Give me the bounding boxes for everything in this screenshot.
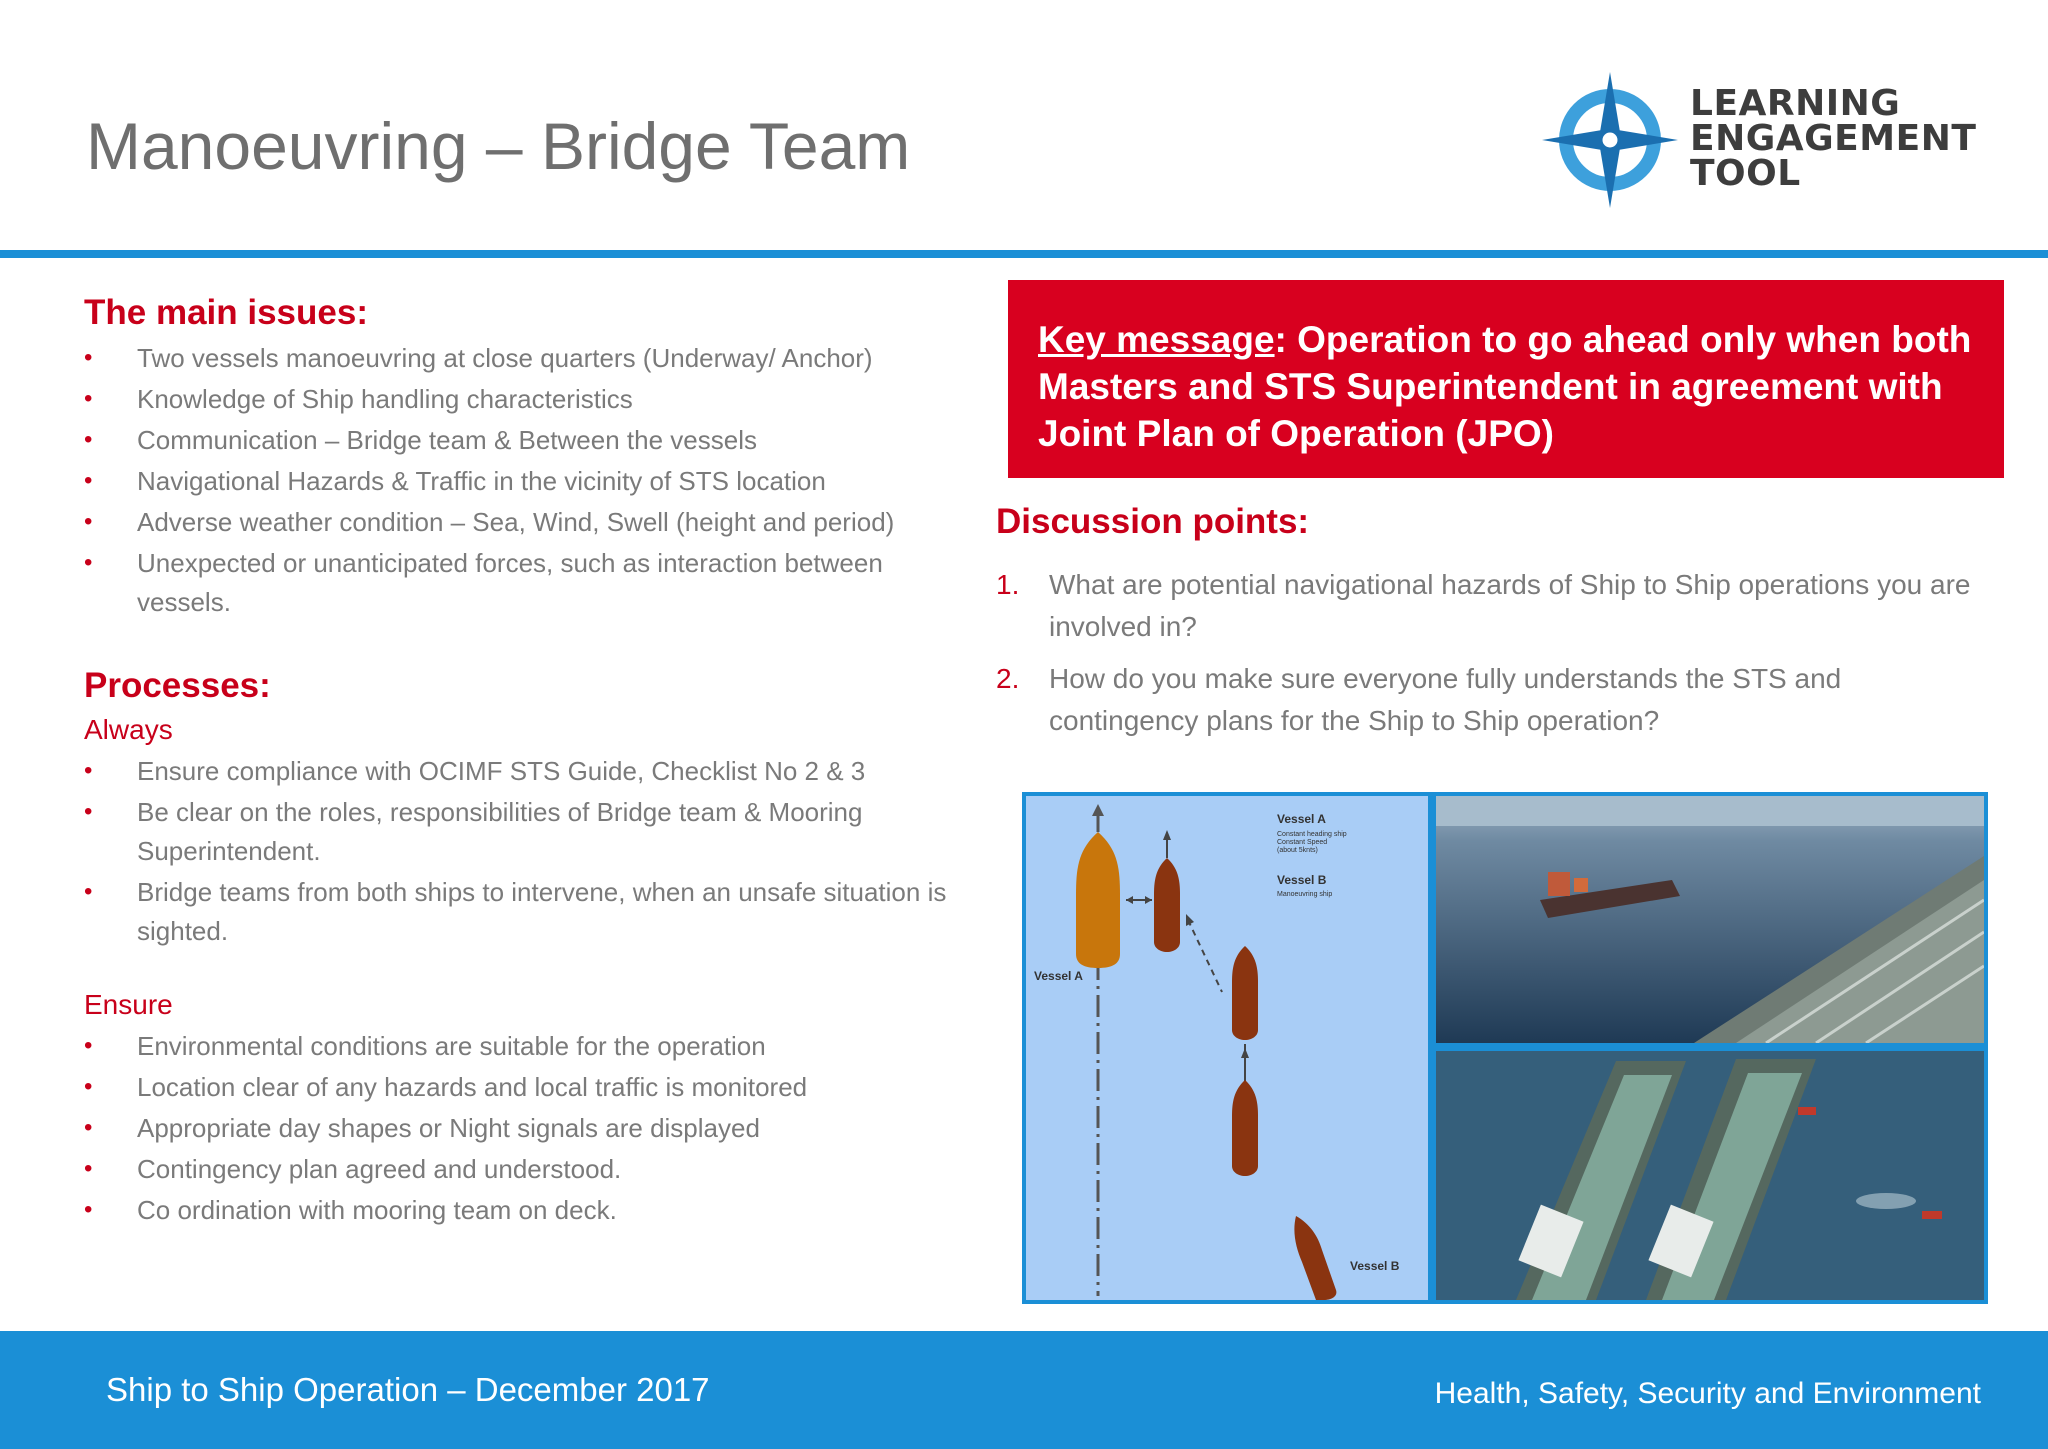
footer-right-text: Health, Safety, Security and Environment xyxy=(1434,1377,1981,1410)
legend-b-line: Manoeuvring ship xyxy=(1277,891,1333,898)
learning-engagement-tool-logo xyxy=(1540,70,1980,210)
discussion-item xyxy=(996,658,1976,742)
logo-line-3: TOOL xyxy=(1690,153,1801,194)
always-list xyxy=(84,752,984,951)
logo-line-1: LEARNING xyxy=(1690,83,1901,124)
processes-heading: Processes: xyxy=(84,666,271,705)
vessel-b-label: Vessel B xyxy=(1350,1259,1400,1273)
list-item: • Ensure compliance with OCIMF STS Guide, Checklist No 2 & 3 xyxy=(84,752,984,791)
ensure-list xyxy=(84,1027,984,1230)
vessel-b-shape xyxy=(1154,858,1180,952)
list-item: • Knowledge of Ship handling characteristics xyxy=(84,380,984,419)
discussion-text: What are potential navigational hazards of Ship to Ship operations you are involved in? xyxy=(1049,569,1971,642)
list-item: • Bridge teams from both ships to intervene, when an unsafe situation is sighted. xyxy=(84,873,984,951)
list-item: • Be clear on the roles, responsibilities of Bridge team & Mooring Superintendent. xyxy=(84,793,904,871)
discussion-list xyxy=(996,564,1976,742)
logo-text xyxy=(1690,83,1977,194)
tankers-alongside-photo xyxy=(1436,1051,1984,1300)
compass-icon xyxy=(1540,70,1680,210)
main-issues-heading: The main issues: xyxy=(84,293,368,332)
list-item: • Co ordination with mooring team on deck. xyxy=(84,1191,984,1230)
legend-b-title: Vessel B xyxy=(1277,873,1327,887)
list-item: • Two vessels manoeuvring at close quarters (Underway/ Anchor) xyxy=(84,339,984,378)
sts-figure xyxy=(1022,792,1988,1304)
always-subheading: Always xyxy=(84,714,173,745)
vessel-a-label: Vessel A xyxy=(1034,969,1083,983)
discussion-text: How do you make sure everyone fully understands the STS and contingency plans for the Ship to Ship operation? xyxy=(1049,663,1842,736)
list-item: • Location clear of any hazards and local traffic is monitored xyxy=(84,1068,984,1107)
key-message-box xyxy=(1008,280,2004,478)
footer xyxy=(0,1331,2048,1449)
tanker-approach-photo xyxy=(1436,796,1984,1043)
logo-line-2: ENGAGEMENT xyxy=(1690,118,1977,159)
legend-a-title: Vessel A xyxy=(1277,812,1326,826)
list-item: • Adverse weather condition – Sea, Wind, Swell (height and period) xyxy=(84,503,984,542)
discussion-number: 2. xyxy=(996,663,1020,694)
list-item: • Appropriate day shapes or Night signals are displayed xyxy=(84,1109,984,1148)
discussion-number: 1. xyxy=(996,569,1020,600)
footer-left-text: Ship to Ship Operation – December 2017 xyxy=(106,1371,710,1408)
discussion-section xyxy=(996,502,1976,752)
list-item: • Navigational Hazards & Traffic in the vicinity of STS location xyxy=(84,462,984,501)
key-message-text: : Operation to go ahead only when both Masters and STS Superintendent in agreement with Joint Plan of Operation (JPO) xyxy=(1038,319,1972,454)
ensure-subheading: Ensure xyxy=(84,989,173,1020)
legend-a-line: (about 5knts) xyxy=(1277,847,1318,854)
list-item: • Unexpected or unanticipated forces, such as interaction between vessels. xyxy=(84,544,964,622)
vessel-b-shape xyxy=(1232,1080,1258,1176)
key-message-label: Key message xyxy=(1038,319,1275,360)
vessel-a-shape xyxy=(1076,832,1120,968)
manoeuvring-diagram xyxy=(1026,796,1428,1300)
header-divider xyxy=(0,250,2048,258)
left-column xyxy=(84,293,984,1232)
discussion-heading: Discussion points: xyxy=(996,502,1310,541)
list-item: • Communication – Bridge team & Between the vessels xyxy=(84,421,984,460)
discussion-item xyxy=(996,564,1976,648)
legend-a-line: Constant heading ship xyxy=(1277,831,1347,838)
list-item: • Contingency plan agreed and understood. xyxy=(84,1150,984,1189)
main-issues-list xyxy=(84,339,984,622)
legend-a-line: Constant Speed xyxy=(1277,839,1328,846)
list-item: • Environmental conditions are suitable for the operation xyxy=(84,1027,984,1066)
page-title: Manoeuvring – Bridge Team xyxy=(86,109,911,183)
vessel-b-shape xyxy=(1232,946,1258,1040)
